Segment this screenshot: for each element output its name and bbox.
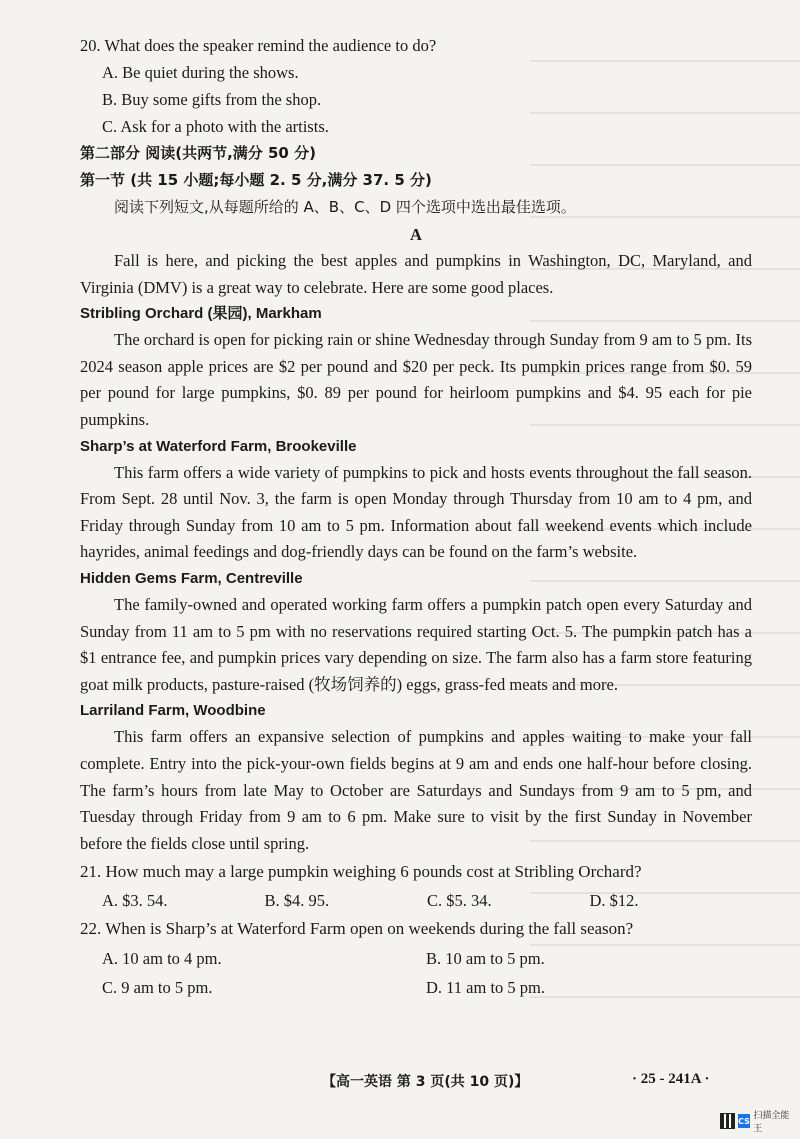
question-22-options-row-1 — [80, 944, 752, 973]
farm-description: The orchard is open for picking rain or shine Wednesday through Sunday from 9 am to 5 pm. Its 2024 season apple prices are $2 per pound and $20 per peck. Its pumpkin prices range from $0. 59 per pound for large pumpkins, $0. 89 per pound for heirloom pumpkins and $4. 95 each for pie pumpkins. — [80, 330, 752, 429]
question-22 — [80, 914, 752, 1002]
farm-description: This farm offers an expansive selection of pumpkins and apples waiting to make your fall complete. Entry into the pick-your-own fields begins at 9 am and ends one half-hour before closing. The farm’s hours from late May to October are Saturdays and Sundays from 9 am to 5 pm, and Tuesday through Friday from 9 am to 6 pm. Make sure to visit by the first Sunday in November before the fields close until spring. — [80, 727, 752, 853]
question-20-option-b: B. Buy some gifts from the shop. — [102, 90, 322, 109]
part-two-title: 第二部分 阅读(共两节,满分 50 分) — [80, 144, 316, 162]
option-b: B. $4. 95. — [264, 891, 330, 911]
farm-heading: Sharp’s at Waterford Farm, Brookeville — [80, 437, 357, 455]
passage-intro: Fall is here, and picking the best apples and pumpkins in Washington, DC, Maryland, and Virginia (DMV) is a great way to celebrate. Here are some good places. — [80, 251, 752, 297]
page-number-label: 【高一英语 第 3 页(共 10 页)】 — [322, 1074, 529, 1090]
option-b: B. 10 am to 5 pm. — [426, 949, 545, 969]
farm-heading: Larriland Farm, Woodbine — [80, 702, 266, 720]
question-20-text: 20. What does the speaker remind the audience to do? — [80, 36, 437, 55]
farm-description: The family-owned and operated working farm offers a pumpkin patch open every Saturday and Sunday from 11 am to 5 pm with no reservations required starting Oct. 5. The pumpkin patch has a $1 entrance fee, and pumpkin prices vary depending on size. The farm also has a farm store featuring goat milk products, pasture-raised (牧场饲养的) eggs, grass-fed meats and more. — [80, 594, 752, 694]
farm-sharps — [80, 434, 752, 566]
question-20-option-c: C. Ask for a photo with the artists. — [102, 117, 329, 136]
option-c: C. 9 am to 5 pm. — [102, 978, 213, 998]
farm-hidden-gems — [80, 566, 752, 698]
scanner-label: 扫描全能王 — [753, 1111, 790, 1134]
page-footer — [0, 1071, 800, 1095]
section-one-title: 第一节 (共 15 小题;每小题 2. 5 分,满分 37. 5 分) — [80, 171, 432, 189]
qr-code-icon — [720, 1113, 735, 1129]
question-21-options — [80, 887, 752, 914]
farm-heading: Stribling Orchard (果园), Markham — [80, 305, 322, 323]
farm-description: This farm offers a wide variety of pumpkins to pick and hosts events throughout the fall season. From Sept. 28 until Nov. 3, the farm is open Monday through Thursday from 10 am to 4 pm, and Friday through Sunday from 10 am to 5 pm. Information about fall weekend events which include hayrides, animal feedings and dog-friendly days can be found on the farm’s website. — [80, 462, 752, 562]
reading-instruction: 阅读下列短文,从每题所给的 A、B、C、D 四个选项中选出最佳选项。 — [114, 198, 576, 216]
option-c: C. $5. 34. — [427, 891, 492, 911]
question-20-option-a: A. Be quiet during the shows. — [102, 63, 299, 82]
farm-stribling — [80, 301, 752, 433]
question-21 — [80, 857, 752, 914]
exam-code: · 25 - 241A · — [632, 1071, 710, 1087]
question-20 — [80, 32, 752, 140]
scanner-watermark — [720, 1111, 794, 1134]
question-22-options-row-2 — [80, 973, 752, 1002]
option-d: D. 11 am to 5 pm. — [426, 978, 546, 998]
farm-larriland — [80, 698, 752, 857]
option-a: A. $3. 54. — [102, 891, 168, 911]
option-a: A. 10 am to 4 pm. — [102, 949, 222, 969]
farm-heading: Hidden Gems Farm, Centreville — [80, 569, 303, 587]
question-21-text: 21. How much may a large pumpkin weighing 6 pounds cost at Stribling Orchard? — [80, 862, 642, 882]
passage-letter: A — [410, 225, 422, 244]
camscanner-logo-icon: CS — [738, 1114, 751, 1128]
question-22-text: 22. When is Sharp’s at Waterford Farm open on weekends during the fall season? — [80, 919, 634, 939]
option-d: D. $12. — [589, 891, 639, 911]
